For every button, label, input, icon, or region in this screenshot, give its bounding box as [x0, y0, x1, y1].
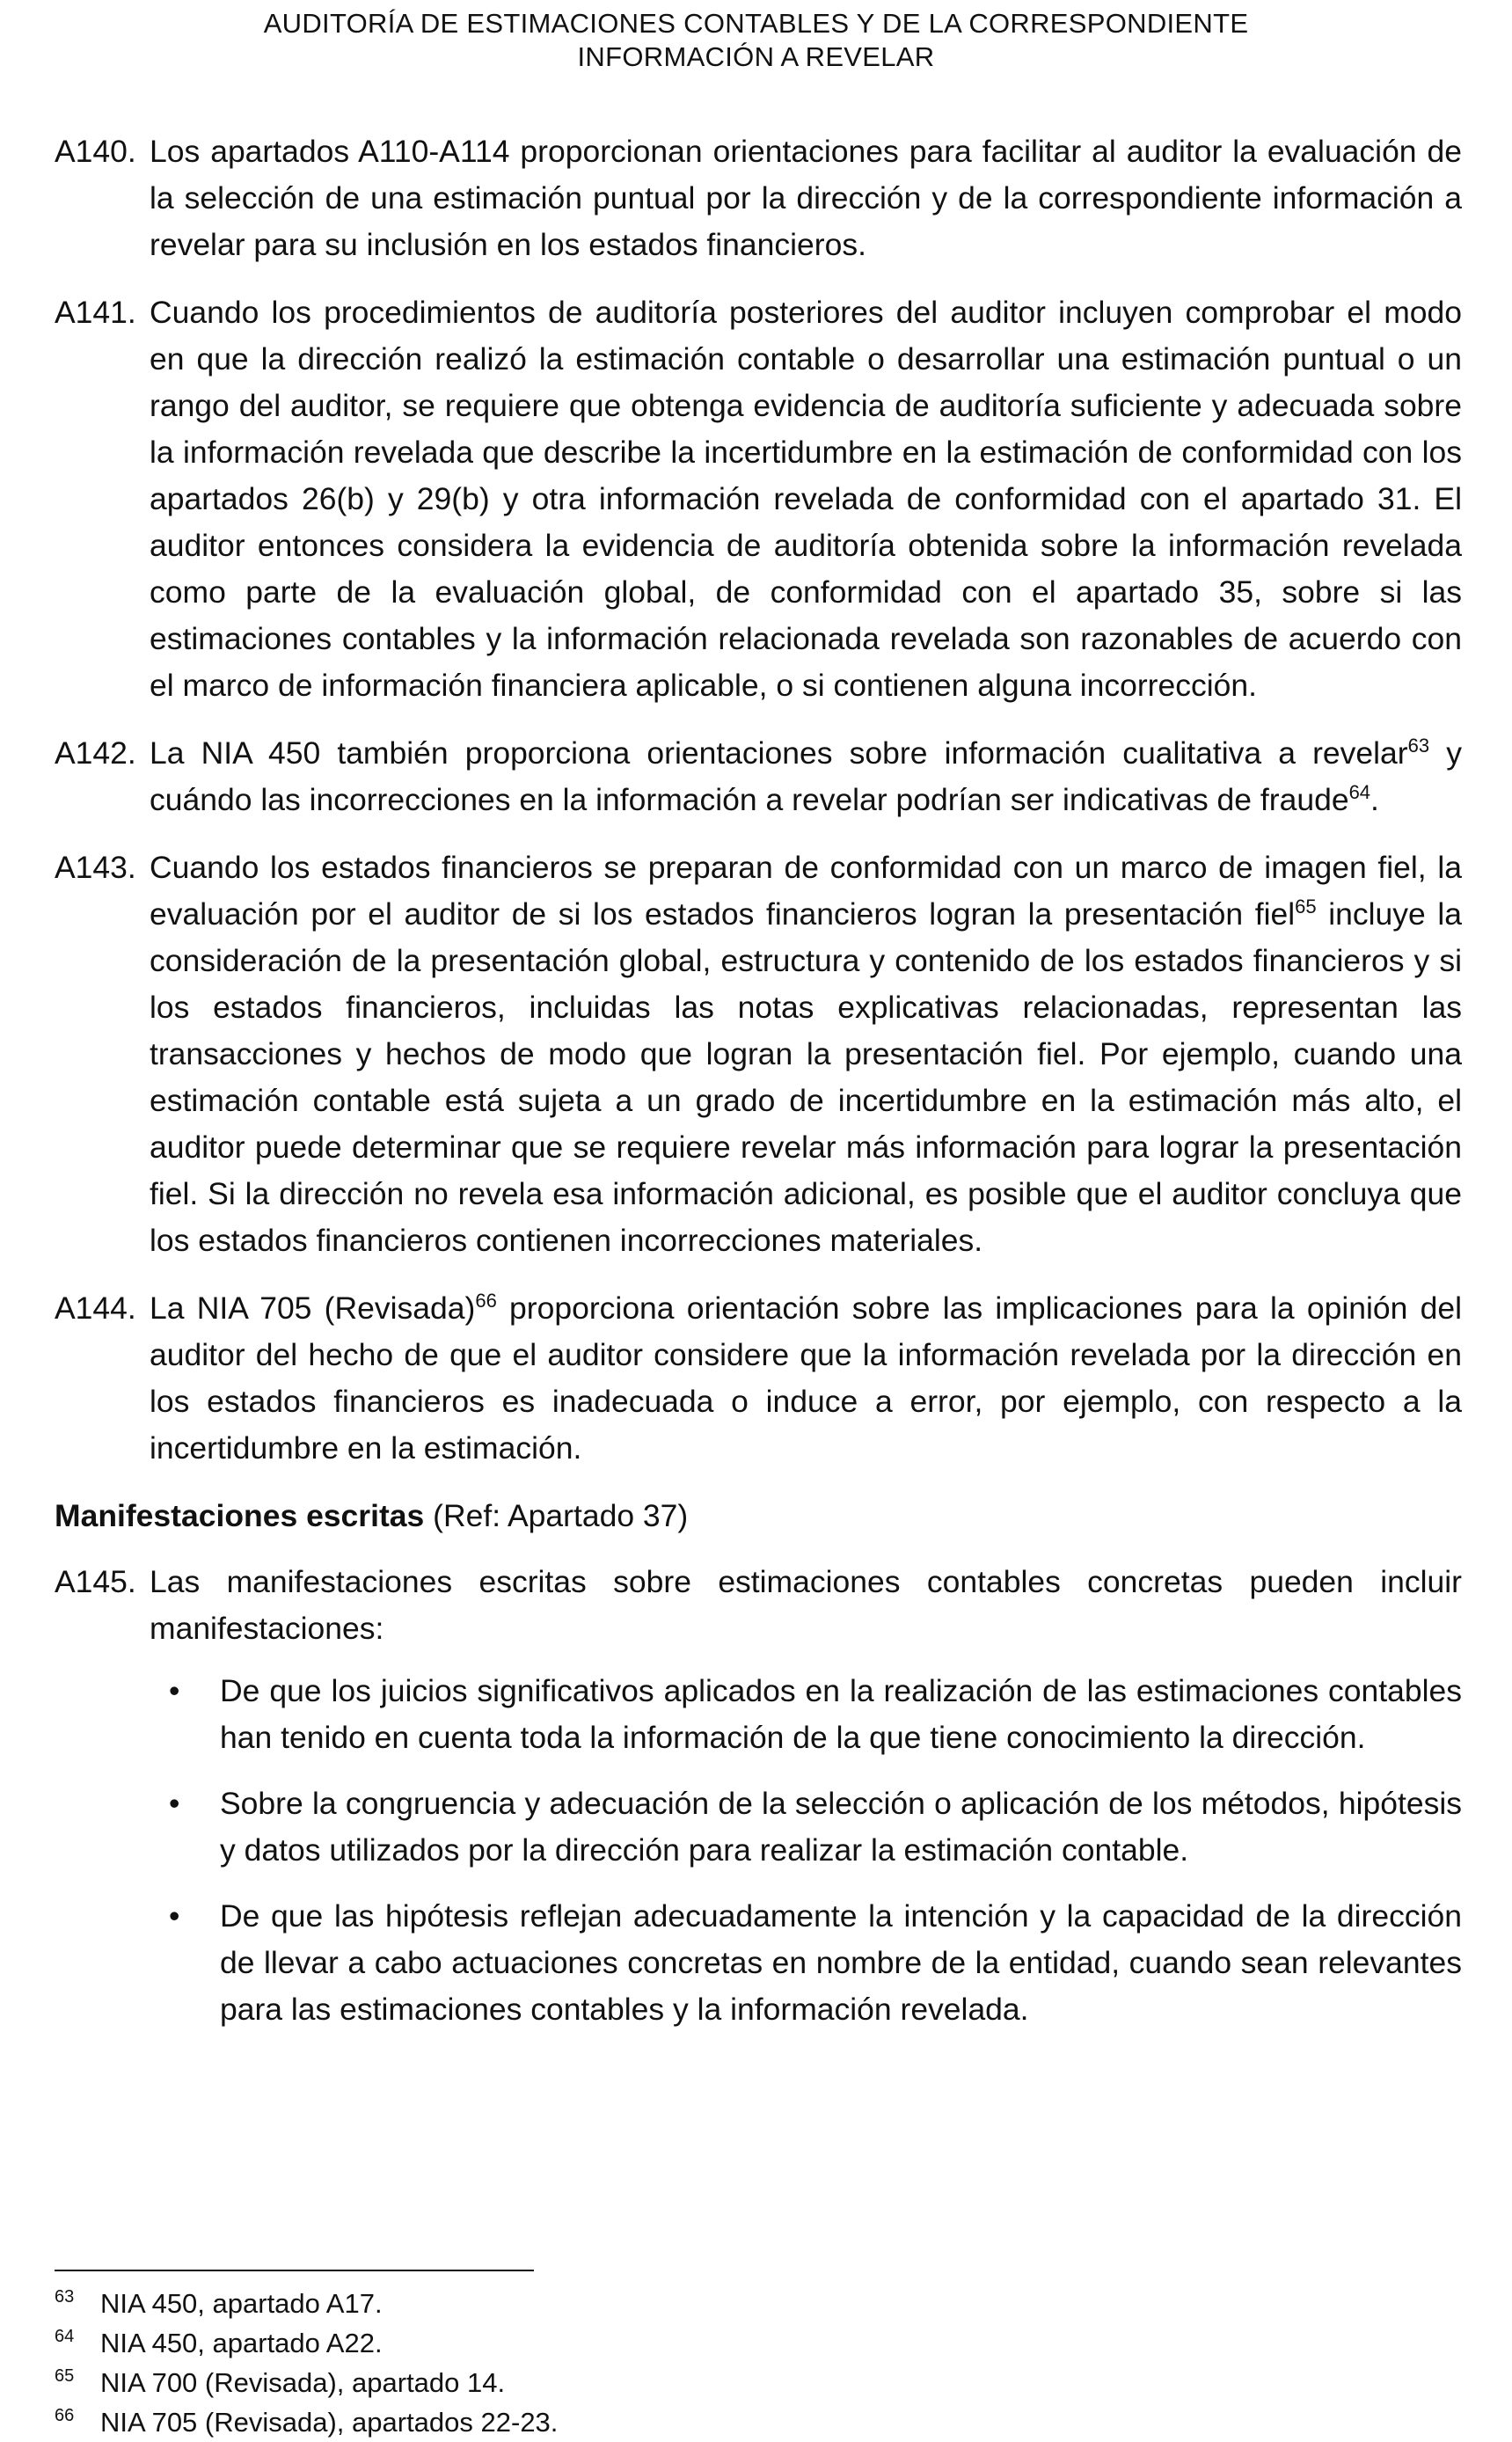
footnote-text: NIA 450, apartado A22.	[100, 2328, 383, 2358]
paragraph-number: A142.	[55, 735, 136, 771]
footnote-ref-66[interactable]: 66	[475, 1290, 497, 1312]
footnote-ref-64[interactable]: 64	[1348, 781, 1371, 804]
paragraph-text	[150, 1285, 1462, 1472]
text-segment: proporciona orientación sobre las implicaciones para la opinión del auditor del hecho de que el auditor considere que la información revelada por la dirección en los estados financieros es inadecuada o induce a error, por ejemplo, con respecto a la incertidumbre en la estimación.	[150, 1290, 1462, 1466]
bullet-icon: •	[169, 1898, 180, 1934]
bullet-list	[150, 1668, 1462, 2033]
paragraph-text: Las manifestaciones escritas sobre estimaciones contables concretas pueden incluir manifestaciones:	[150, 1564, 1462, 1646]
running-header-line1: AUDITORÍA DE ESTIMACIONES CONTABLES Y DE LA CORRESPONDIENTE	[263, 8, 1249, 39]
paragraph-number: A141.	[55, 295, 136, 330]
list-item-text: De que los juicios significativos aplicados en la realización de las estimaciones contables han tenido en cuenta toda la información de la que tiene conocimiento la dirección.	[220, 1673, 1462, 1755]
bullet-icon: •	[169, 1786, 180, 1821]
section-reference: (Ref: Apartado 37)	[424, 1498, 689, 1533]
paragraph-a141	[55, 289, 1462, 709]
footnote-text: NIA 450, apartado A17.	[100, 2288, 383, 2319]
paragraph-a140	[55, 128, 1462, 268]
footnote-63	[55, 2284, 934, 2323]
text-segment: y cuándo las incorrecciones en la información a revelar podrían ser indicativas de fraude	[150, 735, 1462, 817]
paragraph-text	[150, 844, 1462, 1264]
footnote-ref-63[interactable]: 63	[1407, 735, 1430, 757]
footnote-text: NIA 700 (Revisada), apartado 14.	[100, 2367, 506, 2398]
paragraph-number: A143.	[55, 850, 136, 885]
text-segment: incluye la consideración de la presentación global, estructura y contenido de los estados financieros y si los estados financieros, incluidas las notas explicativas relacionadas, representan las transacciones y hechos de modo que logran la presentación fiel. Por ejemplo, cuando una estimación contable está sujeta a un grado de incertidumbre en la estimación más alto, el auditor puede determinar que se requiere revelar más información para lograr la presentación fiel. Si la dirección no revela esa información adicional, es posible que el auditor concluya que los estados financieros contienen incorrecciones materiales.	[150, 896, 1462, 1258]
footnote-ref-65[interactable]: 65	[1295, 896, 1317, 918]
paragraph-text	[150, 730, 1462, 823]
text-segment: Cuando los estados financieros se preparan de conformidad con un marco de imagen fiel, la evaluación por el auditor de si los estados financieros logran la presentación fiel	[150, 850, 1462, 932]
paragraph-text: Cuando los procedimientos de auditoría posteriores del auditor incluyen comprobar el modo en que la dirección realizó la estimación contable o desarrollar una estimación puntual o un rango del auditor, se requiere que obtenga evidencia de auditoría suficiente y adecuada sobre la información revelada que describe la incertidumbre en la estimación de conformidad con los apartados 26(b) y 29(b) y otra información revelada de conformidad con el apartado 31. El auditor entonces considera la evidencia de auditoría obtenida sobre la información revelada como parte de la evaluación global, de conformidad con el apartado 35, sobre si las estimaciones contables y la información relacionada revelada son razonables de acuerdo con el marco de información financiera aplicable, o si contienen alguna incorrección.	[150, 295, 1462, 703]
list-item	[150, 1668, 1462, 1761]
paragraph-a144	[55, 1285, 1462, 1472]
list-item	[150, 1780, 1462, 1874]
footnote-number: 65	[55, 2366, 75, 2386]
footnote-number: 66	[55, 2406, 75, 2425]
text-segment: .	[1370, 782, 1379, 817]
paragraph-a145	[55, 1559, 1462, 1652]
list-item-text: Sobre la congruencia y adecuación de la selección o aplicación de los métodos, hipótesis y datos utilizados por la dirección para realizar la estimación contable.	[220, 1786, 1462, 1868]
paragraph-text: Los apartados A110-A114 proporcionan orientaciones para facilitar al auditor la evaluación de la selección de una estimación puntual por la dirección y de la correspondiente información a revelar para su inclusión en los estados financieros.	[150, 134, 1462, 262]
running-header-line2: INFORMACIÓN A REVELAR	[577, 41, 935, 72]
footnote-64	[55, 2323, 934, 2363]
footnotes	[55, 2284, 934, 2442]
section-heading	[55, 1493, 1462, 1539]
footnote-65	[55, 2363, 934, 2402]
footnote-66	[55, 2402, 934, 2442]
footnote-separator	[55, 2270, 534, 2271]
text-segment: La NIA 450 también proporciona orientaciones sobre información cualitativa a revelar	[150, 735, 1408, 771]
section-title: Manifestaciones escritas	[55, 1498, 425, 1533]
bullet-icon: •	[169, 1673, 180, 1708]
footnote-text: NIA 705 (Revisada), apartados 22-23.	[100, 2407, 559, 2438]
paragraph-number: A145.	[55, 1564, 136, 1599]
list-item-text: De que las hipótesis reflejan adecuadamente la intención y la capacidad de la dirección de llevar a cabo actuaciones concretas en nombre de la entidad, cuando sean relevantes para las estimaciones contables y la información revelada.	[220, 1898, 1462, 2027]
footnote-number: 63	[55, 2287, 75, 2307]
paragraph-a143	[55, 844, 1462, 1264]
paragraph-number: A144.	[55, 1290, 136, 1326]
body-content	[55, 128, 1462, 2052]
paragraph-a142	[55, 730, 1462, 823]
paragraph-number: A140.	[55, 134, 136, 169]
footnote-number: 64	[55, 2327, 75, 2346]
text-segment: La NIA 705 (Revisada)	[150, 1290, 476, 1326]
list-item	[150, 1893, 1462, 2033]
running-header	[0, 7, 1512, 74]
